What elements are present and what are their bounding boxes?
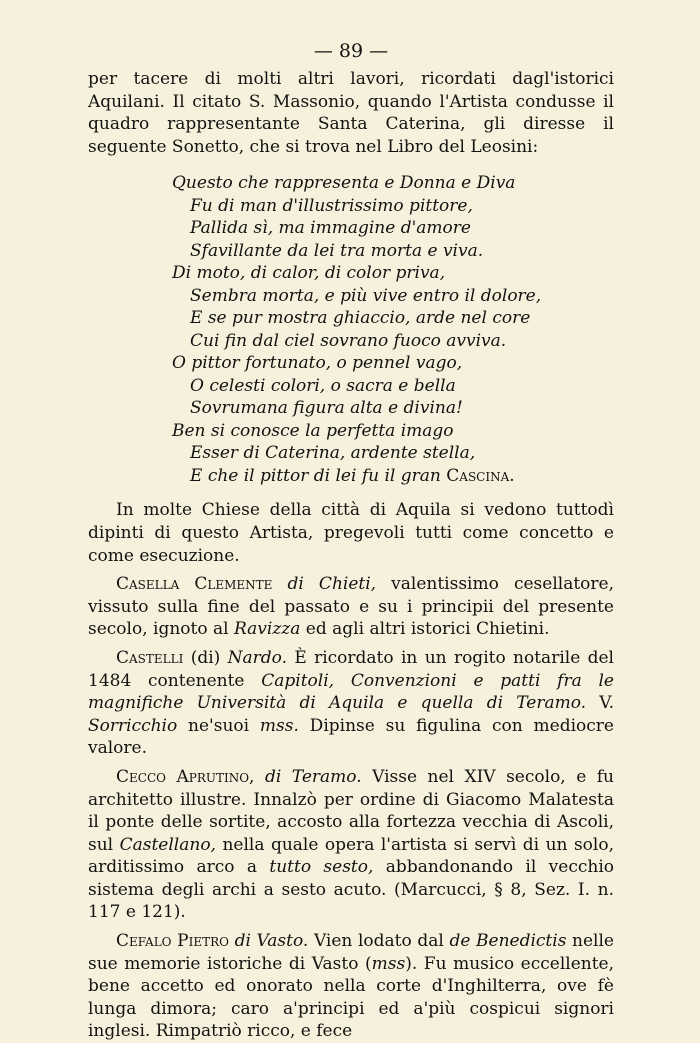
entry-italic: mss.: [259, 715, 299, 736]
poem-line: [172, 442, 614, 465]
poem-line: [172, 465, 614, 488]
entry-name: Cecco Aprutino,: [116, 766, 255, 787]
entry-text: Dipinse su figulina con mediocre valore.: [88, 715, 614, 759]
poem-line-text: O pittor fortunato, o pennel vago,: [172, 353, 463, 374]
poem-line-text: Cui fin dal ciel sovrano fuoco avviva.: [190, 330, 507, 351]
poem-line: [172, 240, 614, 263]
entry-name: Cefalo Pietro: [116, 931, 229, 952]
entry-text: nella quale opera l'artista si servì di un solo, arditissimo arco a: [88, 834, 614, 878]
poem-line-text: O celesti colori, o sacra e bella: [190, 375, 456, 396]
entry-name: Casella Clemente: [116, 574, 273, 595]
sonnet: [172, 172, 614, 487]
poem-line: [172, 172, 614, 195]
poem-line-text: Questo che rappresenta e Donna e Diva: [172, 173, 516, 194]
poem-line-text: Esser di Caterina, ardente stella,: [190, 443, 476, 464]
entry-italic: Ravizza: [233, 619, 301, 640]
poem-line-text: E se pur mostra ghiaccio, arde nel core: [190, 308, 531, 329]
poem-line-text: E che il pittor di lei fu il gran: [190, 465, 441, 486]
entry-text: ). Fu musico eccellente, bene accetto ed onorato nella corte d'Inghilterra, ove fè lunga dimora; caro a'principi ed a'più cospicui signori inglesi. Rimpatriò ricco, e fece: [88, 953, 614, 1042]
entry-place: di Vasto.: [234, 931, 309, 952]
poem-line: [172, 375, 614, 398]
poem-author: Cascina.: [446, 465, 515, 486]
entry-cefalo: [88, 930, 614, 1043]
entry-text: nelle sue memorie istoriche di Vasto (: [88, 931, 614, 974]
entry-place: Nardo.: [227, 647, 287, 668]
poem-line-text: Pallida sì, ma immagine d'amore: [190, 218, 471, 239]
entry-text: (di): [183, 647, 228, 668]
entry-text: Vien lodato dal: [308, 931, 450, 952]
after-poem-paragraph: In molte Chiese della città di Aquila si vedono tuttodì dipinti di questo Artista, pregevoli tutti come concetto e come esecuzione.: [88, 500, 614, 566]
entry-text: V.: [586, 693, 614, 714]
poem-line: [172, 307, 614, 330]
poem-line-text: Sfavillante da lei tra morta e viva.: [190, 240, 484, 261]
poem-line: [172, 285, 614, 308]
entry-text: ne'suoi: [177, 715, 260, 736]
entry-text: ed agli altri istorici Chietini.: [300, 619, 550, 640]
entry-place: di Chieti,: [287, 574, 377, 595]
poem-line: [172, 262, 614, 285]
page-number: — 89 —: [313, 40, 389, 62]
poem-line: [172, 352, 614, 375]
poem-line: [172, 397, 614, 420]
entry-castelli: [88, 647, 614, 760]
entry-italic: de Benedictis: [449, 931, 567, 952]
entry-text: abbandonando il vecchio sistema degli archi a sesto acuto. (Marcucci, § 8, Sez. I. n. 117 e 121).: [88, 857, 614, 923]
entry-italic: tutto sesto,: [269, 857, 374, 878]
entry-text: valentissimo cesellatore, vissuto sulla fine del passato e su i principii del presente secolo, ignoto al: [88, 574, 614, 640]
poem-line: [172, 420, 614, 443]
entry-italic: mss: [371, 953, 406, 974]
poem-line-text: Sovrumana figura alta e divina!: [190, 398, 463, 419]
entry-text: Visse nel XIV secolo, e fu architetto illustre. Innalzò per ordine di Giacomo Malatesta il ponte delle sortite, accosto alla fortezza vecchia di Ascoli, sul: [88, 766, 615, 855]
poem-line-text: Sembra morta, e più vive entro il dolore,: [190, 285, 542, 306]
poem-line-text: Ben si conosce la perfetta imago: [172, 420, 454, 441]
poem-line: [172, 217, 614, 240]
poem-line: [172, 330, 614, 353]
entry-text: È ricordato in un rogito notarile del 1484 contenente: [88, 647, 614, 691]
poem-line-text: Di moto, di calor, di color priva,: [172, 263, 446, 284]
entry-italic: Castellano,: [119, 834, 216, 855]
entry-cecco: [88, 766, 614, 924]
entry-place: di Teramo.: [264, 766, 362, 787]
intro-paragraph: per tacere di molti altri lavori, ricordati dagl'istorici Aquilani. Il citato S. Massonio, quando l'Artista condusse il quadro rappresentante Santa Caterina, gli diresse il seguente Sonetto, che si trova nel Libro del Leosini:: [88, 69, 614, 157]
entry-italic: Capitoli, Convenzioni e patti fra le magnifiche Università di Aquila e quella di Teramo.: [88, 670, 614, 714]
poem-line-text: Fu di man d'illustrissimo pittore,: [190, 195, 473, 216]
poem-line: [172, 195, 614, 218]
entry-italic: Sorricchio: [88, 715, 178, 736]
entry-name: Castelli: [116, 647, 184, 668]
entry-casella: [88, 573, 614, 641]
